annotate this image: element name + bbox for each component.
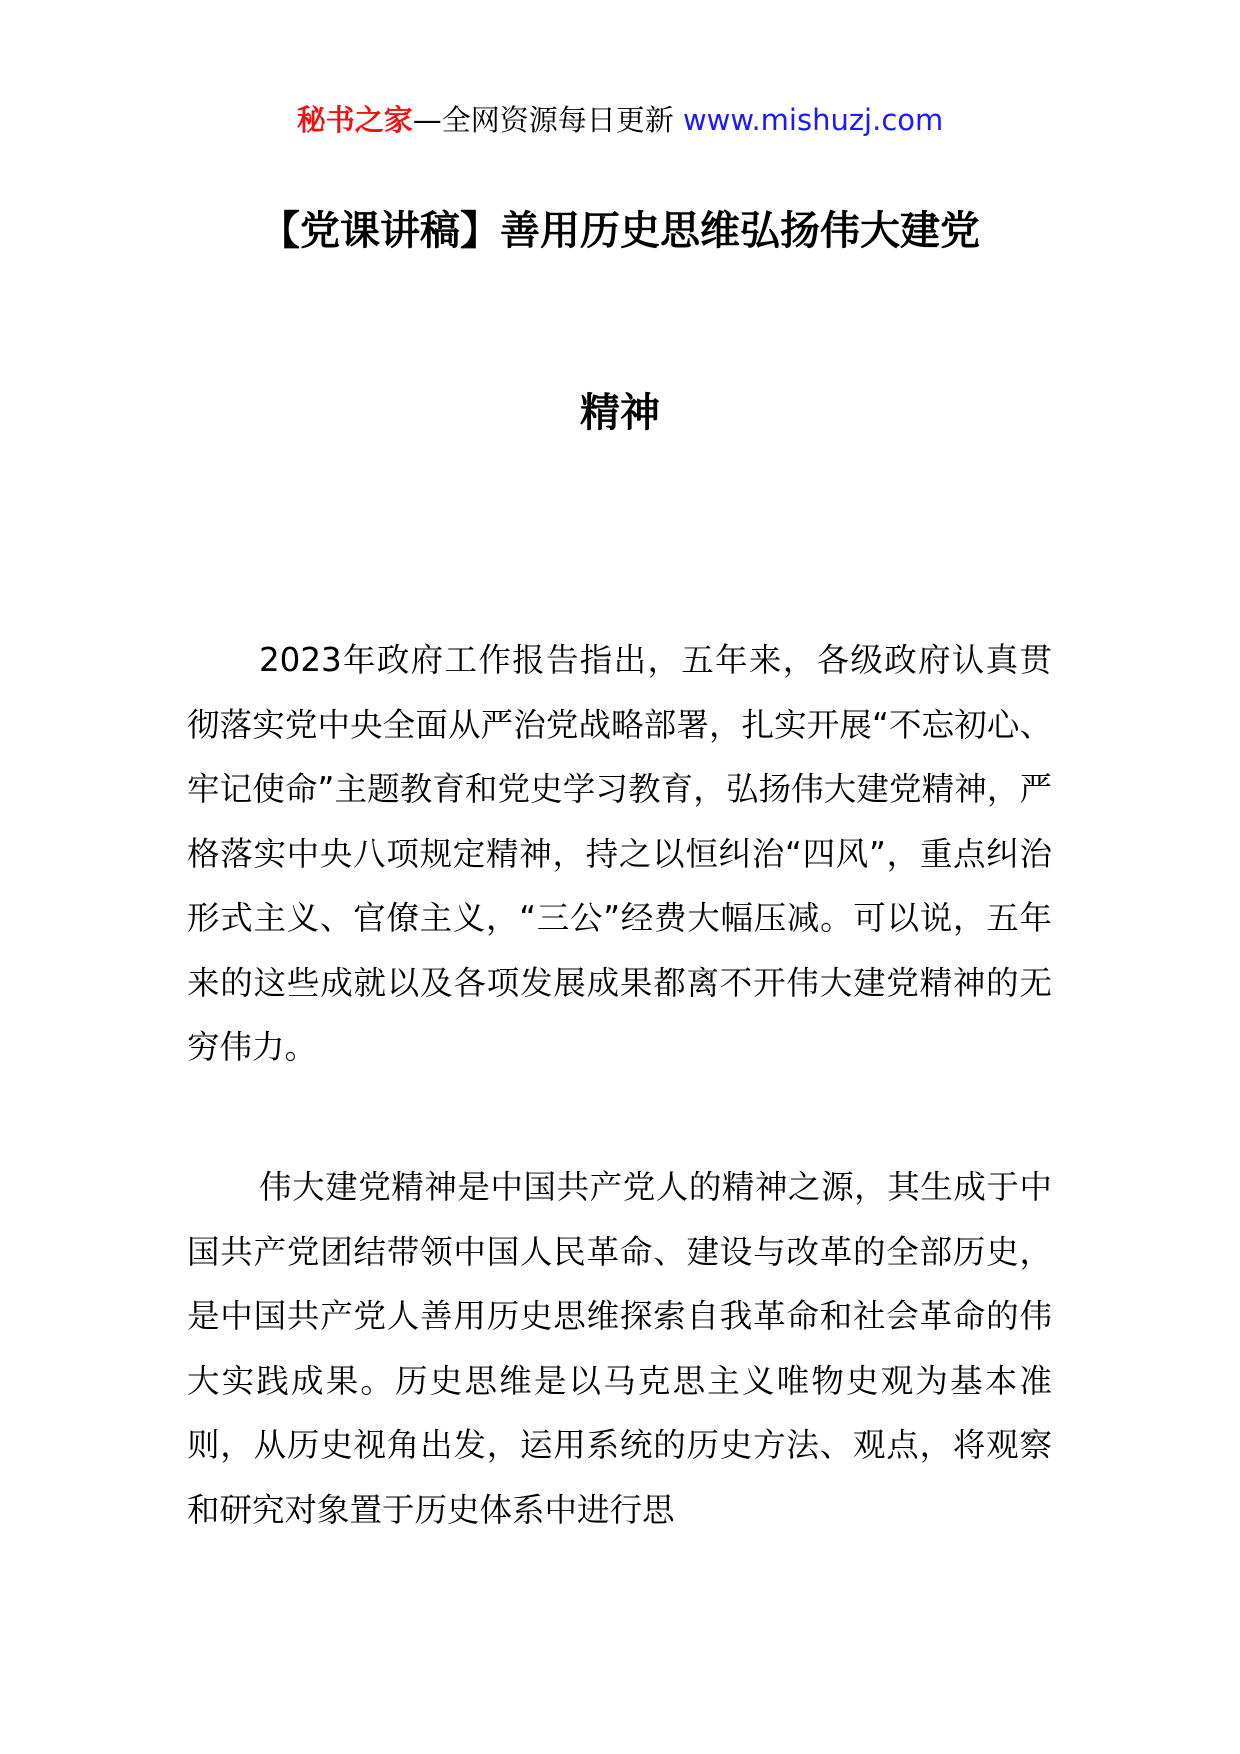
document-title-line-1: 【党课讲稿】善用历史思维弘扬伟大建党 — [260, 208, 980, 254]
site-url-link[interactable]: www.mishuzj.com — [682, 103, 944, 137]
body-paragraph: 伟大建党精神是中国共产党人的精神之源，其生成于中国共产党团结带领中国人民革命、建设与改革的全部历史，是中国共产党人善用历史思维探索自我革命和社会革命的伟大实践成果。历史思维是以马克思主义唯物史观为基本准则，从历史视角出发，运用系统的历史方法、观点，将观察和研究对象置于历史体系中进行思 — [187, 1168, 1052, 1529]
header-banner — [0, 100, 1240, 140]
header-tagline: —全网资源每日更新 — [412, 103, 674, 137]
body-paragraph: 2023年政府工作报告指出，五年来，各级政府认真贯彻落实党中央全面从严治党战略部署，扎实开展“不忘初心、牢记使命”主题教育和党史学习教育，弘扬伟大建党精神，严格落实中央八项规定精神，持之以恒纠治“四风”，重点纠治形式主义、官僚主义，“三公”经费大幅压减。可以说，五年来的这些成就以及各项发展成果都离不开伟大建党精神的无穷伟力。 — [187, 641, 1052, 1066]
document-title-line-2: 精神 — [580, 390, 660, 436]
brand-name: 秘书之家 — [296, 103, 413, 137]
